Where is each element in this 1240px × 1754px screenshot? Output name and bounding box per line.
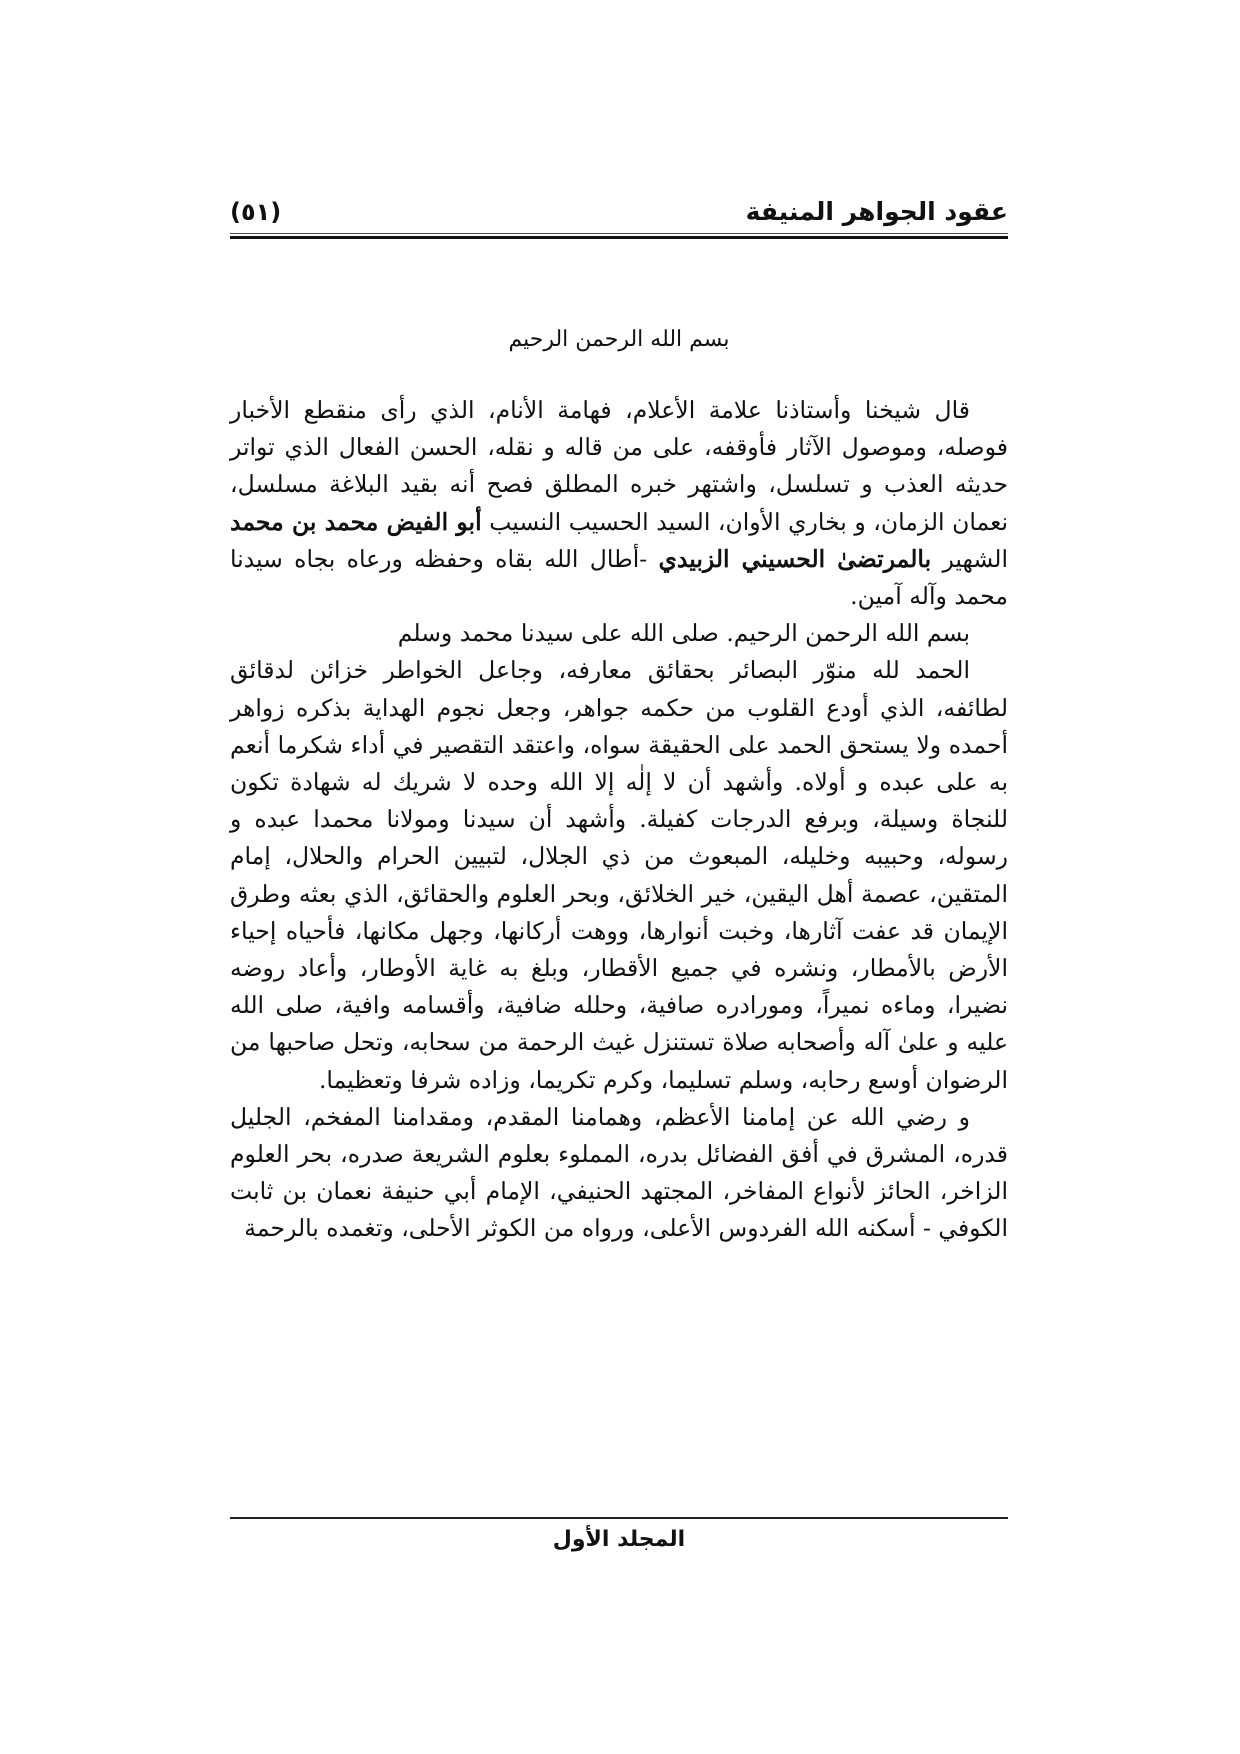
header-double-rule [230,233,1008,240]
intro-text-3: -أطال الله بقاه وحفظه ورعاه بجاه سيدنا محمد وآله آمين. [230,544,1008,611]
footer-rule [230,1517,1008,1519]
imam-paragraph: و رضي الله عن إمامنا الأعظم، وهمامنا المقدم، ومقدامنا المفخم، الجليل قدره، المشرق في أفق الفضائل بدره، المملوء بعلوم الشريعة صدره، بحر العلوم الزاخر، الحائز لأنواع المفاخر، المجتهد الحنيفي، الإمام أبي حنيفة نعمان بن ثابت الكوفي - أسكنه الله الفردوس الأعلى، ورواه من الكوثر الأحلى، وتغمده بالرحمة [230,1102,1008,1243]
hamd-paragraph: الحمد لله منوّر البصائر بحقائق معارفه، وجاعل الخواطر خزائن لدقائق لطائفه، الذي أودع القلوب من حكمه جواهر، وجعل نجوم الهداية بذكره زواهر أحمده ولا يستحق الحمد على الحقيقة سواه، واعتقد التقصير في أداء شكرما أنعم به على عبده و أولاه. وأشهد أن لا إلٰه إلا الله وحده لا شريك له شهادة تكون للنجاة وسيلة، وبرفع الدرجات كفيلة. وأشهد أن سيدنا ومولانا محمدا عبده و رسوله، وحبيبه وخليله، المبعوث من ذي الجلال، لتبيين الحرام والحلال، إمام المتقين، عصمة أهل اليقين، خير الخلائق، وبحر العلوم والحقائق، الذي بعثه وطرق الإيمان قد عفت آثارها، وخبت أنوارها، ووهت أركانها، وجهل مكانها، فأحياه إحياء الأرض بالأمطار، ونشره في جميع الأقطار، وبلغ به غاية الأوطار، وأعاد روضه نضيرا، وماءه نميراً، ومورادره صافية، وحلله ضافية، وأقسامه وافية، صلى الله عليه و علىٰ آله وأصحابه صلاة تستنزل غيث الرحمة من سحابه، وتحل صاحبها من الرضوان أوسع رحابه، وسلم تسليما، وكرم تكريما، وزاده شرفا وتعظيما. [230,656,1008,1094]
author-name-bold: أبو الفيض محمد بن محمد [230,507,482,536]
intro-paragraph [230,392,1008,615]
running-header [230,188,1008,228]
body-text [230,392,1008,1248]
basmala-salawat-line: بسم الله الرحمن الرحيم. صلى الله على سيدنا محمد وسلم [397,619,970,648]
header-thick-line [230,236,1008,239]
intro-text-1: قال شيخنا وأستاذنا علامة الأعلام، فهامة الأنام، الذي رأى منقطع الأخبار فوصله، وموصول الآثار فأوقفه، على من قاله و نقله، الحسن الفعال الذي تواتر حديثه العذب و تسلسل، واشتهر خبره المطلق فصح أنه بقيد البلاغة مسلسل، نعمان الزمان، و بخاري الأوان، السيد الحسيب النسيب [230,396,1008,536]
page-number: (٥١) [230,198,282,226]
basmala-heading: بسم الله الرحمن الرحيم [508,327,730,352]
author-nisba-bold: بالمرتضىٰ الحسيني الزبيدي [658,544,932,573]
intro-text-2: الشهير [931,544,1008,573]
volume-label: المجلد الأول [552,1527,686,1552]
book-title: عقود الجواهر المنيفة [745,197,1008,226]
book-page [230,0,1008,1754]
header-thin-line [230,233,1008,234]
